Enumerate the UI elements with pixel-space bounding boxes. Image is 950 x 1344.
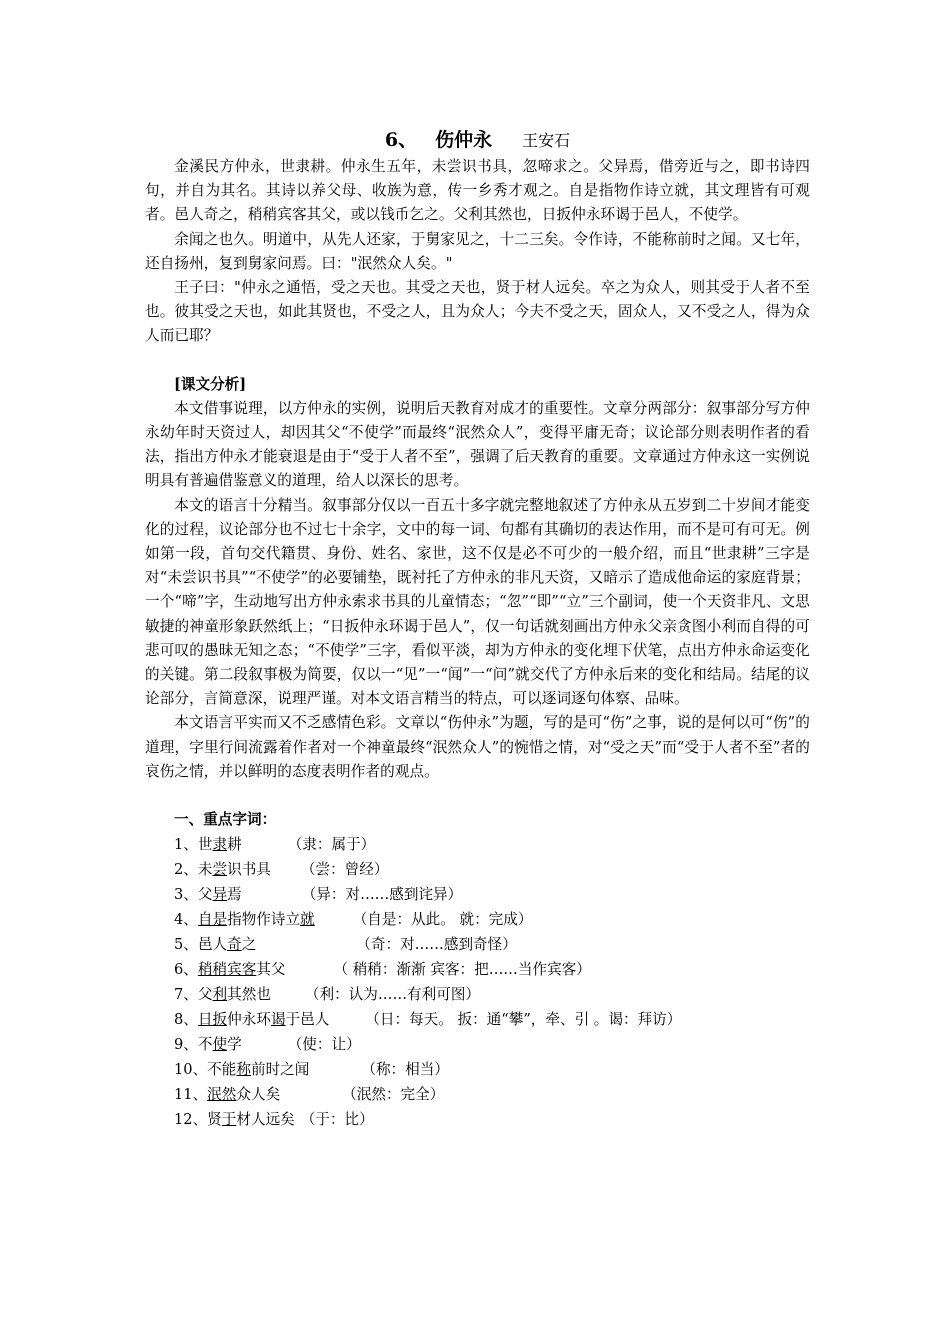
vocab-phrase-text: 指物作诗立 xyxy=(227,911,301,929)
vocab-phrase-text: 12、贤 xyxy=(174,1111,222,1129)
vocab-gloss: （泯然：完全） xyxy=(342,1086,445,1104)
vocab-gloss: （隶：属于） xyxy=(287,836,376,854)
vocab-phrase-text: 5、邑人 xyxy=(174,936,228,954)
vocab-key-char: 谒 xyxy=(270,1011,286,1029)
title-name: 伤仲永 xyxy=(435,129,493,151)
vocab-phrase-text: 1、世 xyxy=(174,836,213,854)
text-paragraph-2: 余闻之也久。明道中，从先人还家，于舅家见之，十二三矣。令作诗，不能称前时之闻。又七年，还自扬州，复到舅家问焉。曰："泯然众人矣。" xyxy=(145,230,810,272)
vocab-item xyxy=(145,982,810,1007)
vocab-phrase-text: 学 xyxy=(227,1036,242,1054)
vocab-key-char: 异 xyxy=(212,886,228,904)
vocab-phrase-text: 其父 xyxy=(256,961,286,979)
vocab-key-char: 称 xyxy=(236,1061,251,1079)
vocab-item xyxy=(145,1107,810,1132)
vocab-key-char: 日扳 xyxy=(197,1011,228,1029)
title-author: 王安石 xyxy=(522,131,571,150)
page-title xyxy=(145,128,810,153)
vocab-phrase-text: 9、不 xyxy=(174,1036,213,1054)
title-number: 6、 xyxy=(384,129,418,151)
vocab-item xyxy=(145,1007,810,1032)
vocab-phrase-text: 焉 xyxy=(227,886,242,904)
vocab-gloss: （使：让） xyxy=(287,1036,361,1054)
vocab-item xyxy=(145,832,810,857)
vocab-item xyxy=(145,857,810,882)
vocab-phrase-text: 于邑人 xyxy=(285,1011,330,1029)
vocab-key-char: 稍稍宾客 xyxy=(197,961,257,979)
vocab-key-char: 使 xyxy=(212,1036,228,1054)
vocab-phrase-text: 仲永环 xyxy=(227,1011,271,1029)
vocab-phrase-text: 7、父 xyxy=(174,986,213,1004)
vocab-phrase-text: 之 xyxy=(241,936,257,954)
analysis-paragraph-3: 本文语言平实而又不乏感情色彩。文章以“伤仲永”为题，写的是可“伤”之事，说的是何以可“伤”的道理，字里行间流露着作者对一个神童最终“泯然众人”的惋惜之情，对“受之天”而“受于人者不至”者的哀伤之情，并以鲜明的态度表明作者的观点。 xyxy=(145,714,810,780)
vocab-phrase-text: 其然也 xyxy=(227,986,271,1004)
vocab-item xyxy=(145,1057,810,1082)
vocab-key-char: 就 xyxy=(300,911,315,929)
vocab-phrase-text: 10、不能 xyxy=(174,1061,237,1079)
vocab-phrase-text: 8、 xyxy=(174,1011,198,1029)
vocab-phrase-text: 6、 xyxy=(174,961,198,979)
vocab-item xyxy=(145,882,810,907)
vocab-list xyxy=(145,832,810,1132)
analysis-paragraph-1: 本文借事说理，以方仲永的实例，说明后天教育对成才的重要性。文章分两部分：叙事部分写方仲永幼年时天资过人，却因其父“不使学”而最终“泯然众人”，变得平庸无奇；议论部分则表明作者的看法，指出方仲永才能衰退是由于“受于人者不至”，强调了后天教育的重要。文章通过方仲永这一实例说明具有普遍借鉴意义的道理，给人以深长的思考。 xyxy=(145,399,810,490)
text-paragraph-3: 王子曰："仲永之通悟，受之天也。其受之天也，贤于材人远矣。卒之为众人，则其受于人者不至也。彼其受之天也，如此其贤也，不受之人，且为众人；今夫不受之天，固众人，又不受之人，得为众人而已耶？ xyxy=(145,279,810,345)
vocab-key-char: 奇 xyxy=(227,936,242,954)
vocab-item xyxy=(145,907,810,932)
vocab-gloss: （ 稍稍：渐渐 宾客：把……当作宾客） xyxy=(333,961,591,979)
vocab-phrase-text: 4、 xyxy=(174,911,198,929)
vocab-item xyxy=(145,1082,810,1107)
vocab-gloss: （于：比） xyxy=(300,1111,374,1129)
vocab-phrase-text: 材人远矣 xyxy=(236,1111,295,1129)
spacer xyxy=(145,349,810,373)
spacer xyxy=(145,784,810,808)
vocab-key-char: 隶 xyxy=(212,836,228,854)
vocab-gloss: （日：每天。 扳：通“攀”，牵、引 。谒：拜访） xyxy=(365,1011,682,1029)
vocab-key-char: 自是 xyxy=(197,911,228,929)
document-page xyxy=(145,128,810,1132)
vocab-gloss: （异：对……感到诧异） xyxy=(301,886,463,904)
vocab-phrase-text: 耕 xyxy=(227,836,242,854)
vocab-phrase-text: 前时之闻 xyxy=(250,1061,310,1079)
vocab-phrase-text: 众人矣 xyxy=(236,1086,281,1104)
analysis-heading: [课文分析] xyxy=(174,375,247,393)
vocab-phrase-text: 识书具 xyxy=(227,861,271,879)
vocab-gloss: （自是：从此。 就：完成） xyxy=(352,911,533,929)
text-paragraph-1: 金溪民方仲永，世隶耕。仲永生五年，未尝识书具，忽啼求之。父异焉，借旁近与之，即书诗四句，并自为其名。其诗以养父母、收族为意，传一乡秀才观之。自是指物作诗立就，其文理皆有可观者。邑人奇之，稍稍宾客其父，或以钱币乞之。父利其然也，日扳仲永环谒于邑人，不使学。 xyxy=(145,158,810,224)
vocab-heading: 一、重点字词： xyxy=(174,811,277,829)
analysis-paragraph-2: 本文的语言十分精当。叙事部分仅以一百五十多字就完整地叙述了方仲永从五岁到二十岁间才能变化的过程，议论部分也不过七十余字，文中的每一词、句都有其确切的表达作用，而不是可有可无。例如第一段，首句交代籍贯、身份、姓名、家世，这不仅是必不可少的一般介绍，而且“世隶耕”三字是对“未尝识书具”“不使学”的必要铺垫，既衬托了方仲永的非凡天资，又暗示了造成他命运的家庭背景；一个“啼”字，生动地写出方仲永索求书具的儿童情态；“忽”“即”“立”三个副词，使一个天资非凡、文思敏捷的神童形象跃然纸上；“日扳仲永环谒于邑人”，仅一句话就刻画出方仲永父亲贪图小利而自得的可悲可叹的愚昧无知之态；“不使学”三字，看似平淡，却为方仲永的变化埋下伏笔，点出方仲永命运变化的关键。第二段叙事极为简要，仅以一“见”一“闻”一“问”就交代了方仲永后来的变化和结局。结尾的议论部分，言简意深，说理严谨。对本文语言精当的特点，可以逐词逐句体察、品味。 xyxy=(145,496,810,708)
vocab-key-char: 泯然 xyxy=(207,1086,237,1104)
vocab-item xyxy=(145,1032,810,1057)
vocab-key-char: 于 xyxy=(221,1111,237,1129)
vocab-gloss: （利：认为……有利可图） xyxy=(304,986,481,1004)
vocab-gloss: （尝：曾经） xyxy=(300,861,389,879)
vocab-key-char: 利 xyxy=(212,986,228,1004)
vocab-phrase-text: 11、 xyxy=(174,1086,208,1104)
vocab-gloss: （奇：对……感到奇怪） xyxy=(356,936,517,954)
vocab-phrase-text: 3、父 xyxy=(174,886,213,904)
vocab-gloss: （称：相当） xyxy=(361,1061,449,1079)
vocab-item xyxy=(145,932,810,957)
vocab-key-char: 尝 xyxy=(212,861,228,879)
vocab-item xyxy=(145,957,810,982)
vocab-phrase-text: 2、未 xyxy=(174,861,213,879)
